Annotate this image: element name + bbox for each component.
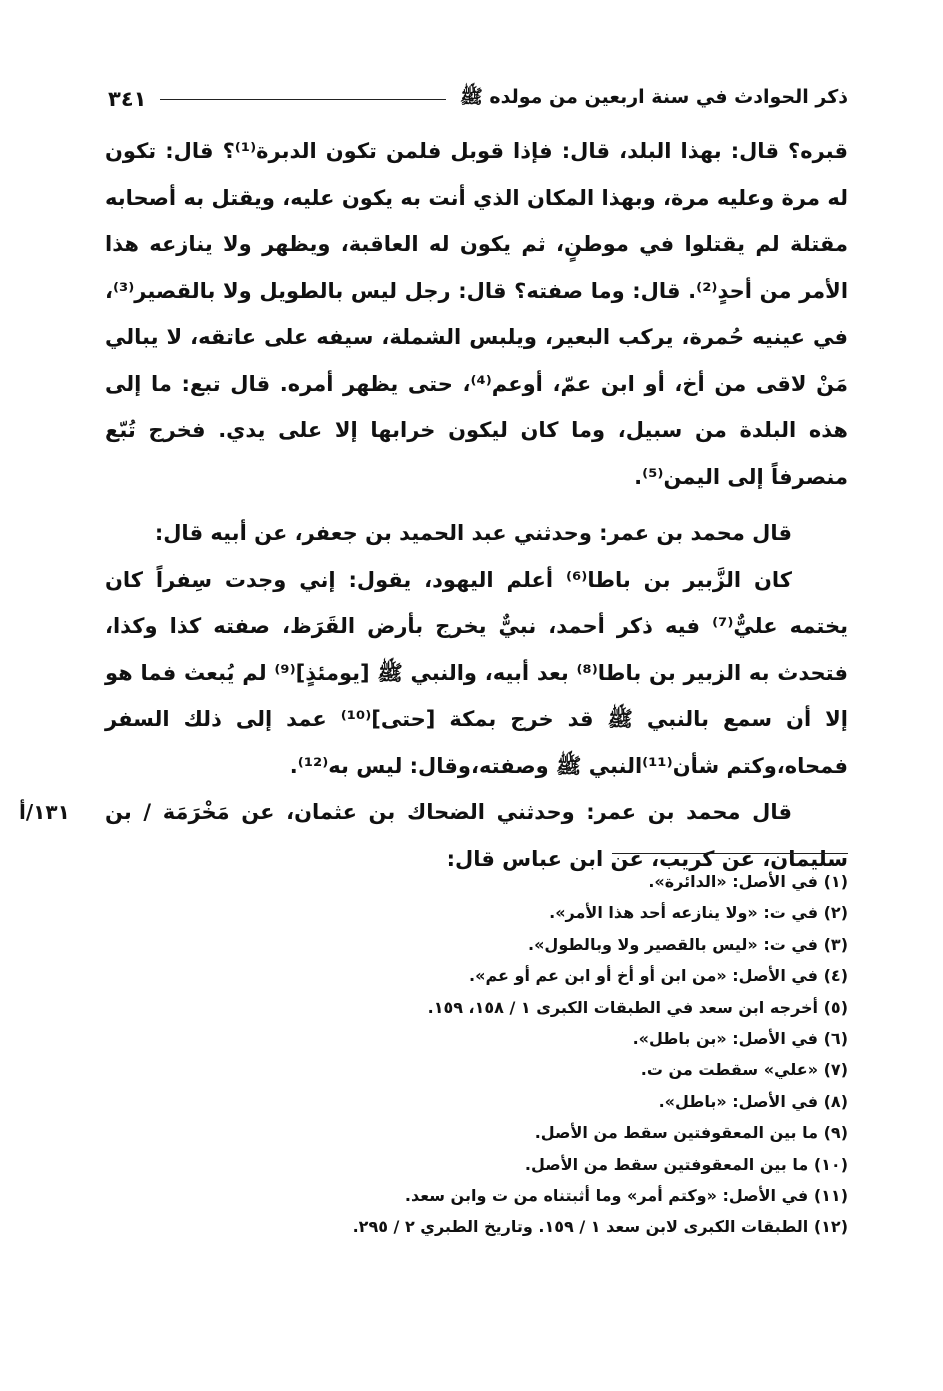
running-title: ذكر الحوادث في سنة اربعين من مولده ﷺ <box>459 86 848 108</box>
footnote-1: (١) في الأصل: «الدائرة». <box>648 872 848 891</box>
main-text <box>19 128 849 882</box>
footnote-11: (١١) في الأصل: «وكتم أمر» وما أثبتناه من ت وابن سعد. <box>404 1186 848 1206</box>
footnote-8: (٨) في الأصل: «باطل». <box>658 1091 848 1111</box>
footnote-rule <box>612 853 848 854</box>
footnote-2: (٢) في ت: «ولا ينازعه أحد هذا الأمر». <box>549 903 848 923</box>
footnote-4: (٤) في الأصل: «من ابن أو أخ أو ابن عم أو عم». <box>469 966 848 986</box>
footnote-12: (١٢) الطبقات الكبرى لابن سعد ١ / ١٥٩. وتاريخ الطبري ٢ / ٢٩٥. <box>352 1217 848 1237</box>
paragraph-tubba-account: قبره؟ قال: بهذا البلد، قال: فإذا قوبل فلمن تكون الدبرة⁽¹⁾؟ قال: تكون له مرة وعليه مرة، وبهذا المكان الذي أنت به يكون عليه، ويقتل به أصحابه مقتلة لم يقتلوا في موطنٍ، ثم يكون له العاقبة، ويظهر ولا ينازعه هذا الأمر من أحدٍ⁽²⁾. قال: وما صفته؟ قال: رجل ليس بالطويل ولا بالقصير⁽³⁾، في عينيه حُمرة، يركب البعير، ويلبس الشملة، سيفه على عاتقه، لا يبالي مَنْ لاقى من أخ، أو ابن عمّ، أوعم⁽⁴⁾، حتى يظهر أمره. قال تبع: ما إلى هذه البلدة من سبيل، وما كان ليكون خرابها إلا على يدي. فخرج تُبّع منصرفاً إلى اليمن⁽⁵⁾. <box>105 139 849 489</box>
running-header <box>108 82 848 116</box>
footnote-5: (٥) أخرجه ابن سعد في الطبقات الكبرى ١ / ١٥٨، ١٥٩. <box>427 997 848 1017</box>
folio-marker: ١٣١/أ <box>19 800 70 824</box>
paragraph-zubayr-ibn-bata: كان الزَّبير بن باطا⁽⁶⁾ أعلم اليهود، يقول: إني وجدت سِفراً كان يختمه عليٌّ⁽⁷⁾ فيه ذكر أحمد، نبيٌّ يخرج بأرض القَرَظ، صفته كذا وكذا، فتحدث به الزبير بن باطا⁽⁸⁾ بعد أبيه، والنبي ﷺ [يومئذٍ]⁽⁹⁾ لم يُبعث فما هو إلا أن سمع بالنبي ﷺ قد خرج بمكة [حتى]⁽¹⁰⁾ عمد إلى ذلك السفر فمحاه،وكتم شأن⁽¹¹⁾النبي ﷺ وصفته،وقال: ليس به⁽¹²⁾. <box>105 567 849 778</box>
footnotes <box>300 866 848 1243</box>
paragraph-isnad-ibn-abbas: قال محمد بن عمر: وحدثني الضحاك بن عثمان، عن مَخْرَمَة / بن سليمان، عن كريب، عن ابن عباس قال: <box>105 800 848 871</box>
paragraph-isnad-abd-al-hamid: قال محمد بن عمر: وحدثني عبد الحميد بن جعفر، عن أبيه قال: <box>154 521 792 545</box>
footnote-10: (١٠) ما بين المعقوفتين سقط من الأصل. <box>524 1154 848 1174</box>
footnote-3: (٣) في ت: «ليس بالقصير ولا وبالطول». <box>528 934 848 954</box>
footnote-7: (٧) «علي» سقطت من ت. <box>640 1060 848 1080</box>
header-rule <box>160 99 445 100</box>
page-number: ٣٤١ <box>108 87 147 111</box>
footnote-9: (٩) ما بين المعقوفتين سقط من الأصل. <box>534 1123 848 1143</box>
footnote-6: (٦) في الأصل: «بن باطل». <box>632 1029 848 1049</box>
